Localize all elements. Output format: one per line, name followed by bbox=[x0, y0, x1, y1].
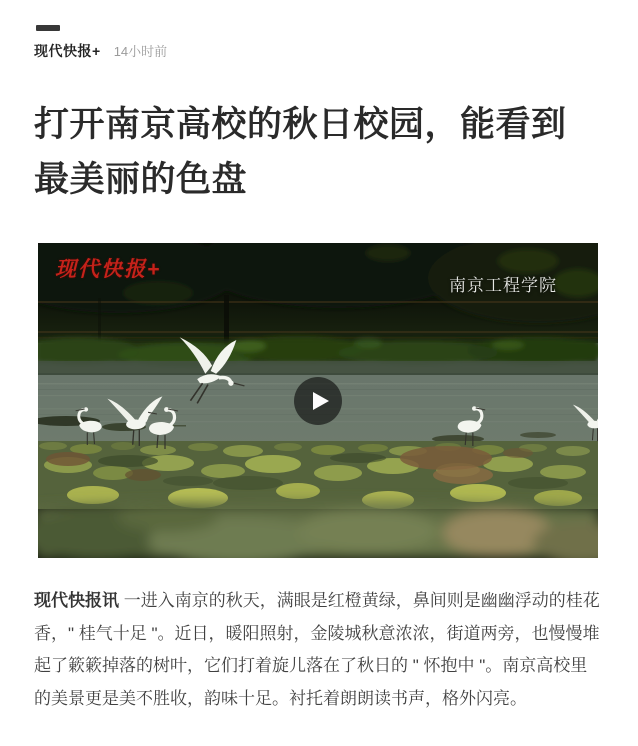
publish-time: 14小时前 bbox=[113, 44, 168, 59]
publisher-row bbox=[34, 41, 600, 61]
body-paragraph: 一进入南京的秋天，满眼是红橙黄绿，鼻间则是幽幽浮动的桂花香，" 桂气十足 "。近日，暖阳照射，金陵城秋意浓浓，街道两旁，也慢慢堆起了簌簌掉落的树叶，它们打着旋儿落在了秋日的 " 怀抱中 "。南京高校里的美景更是美不胜收，韵味十足。衬托着朗朗读书声，格外闪亮。 bbox=[34, 591, 600, 708]
video-source-label: 南京工程学院 bbox=[449, 276, 557, 295]
article-body bbox=[34, 585, 600, 715]
brand-logo-dash bbox=[36, 25, 60, 31]
watermark-logo: 现代快报+ bbox=[55, 258, 162, 281]
video-player[interactable] bbox=[38, 243, 598, 558]
publisher-name[interactable]: 现代快报+ bbox=[34, 43, 101, 59]
body-lead: 现代快报讯 bbox=[34, 591, 119, 610]
play-icon bbox=[313, 392, 329, 410]
play-button[interactable] bbox=[294, 377, 342, 425]
article-title: 打开南京高校的秋日校园，能看到最美丽的色盘 bbox=[34, 105, 567, 199]
